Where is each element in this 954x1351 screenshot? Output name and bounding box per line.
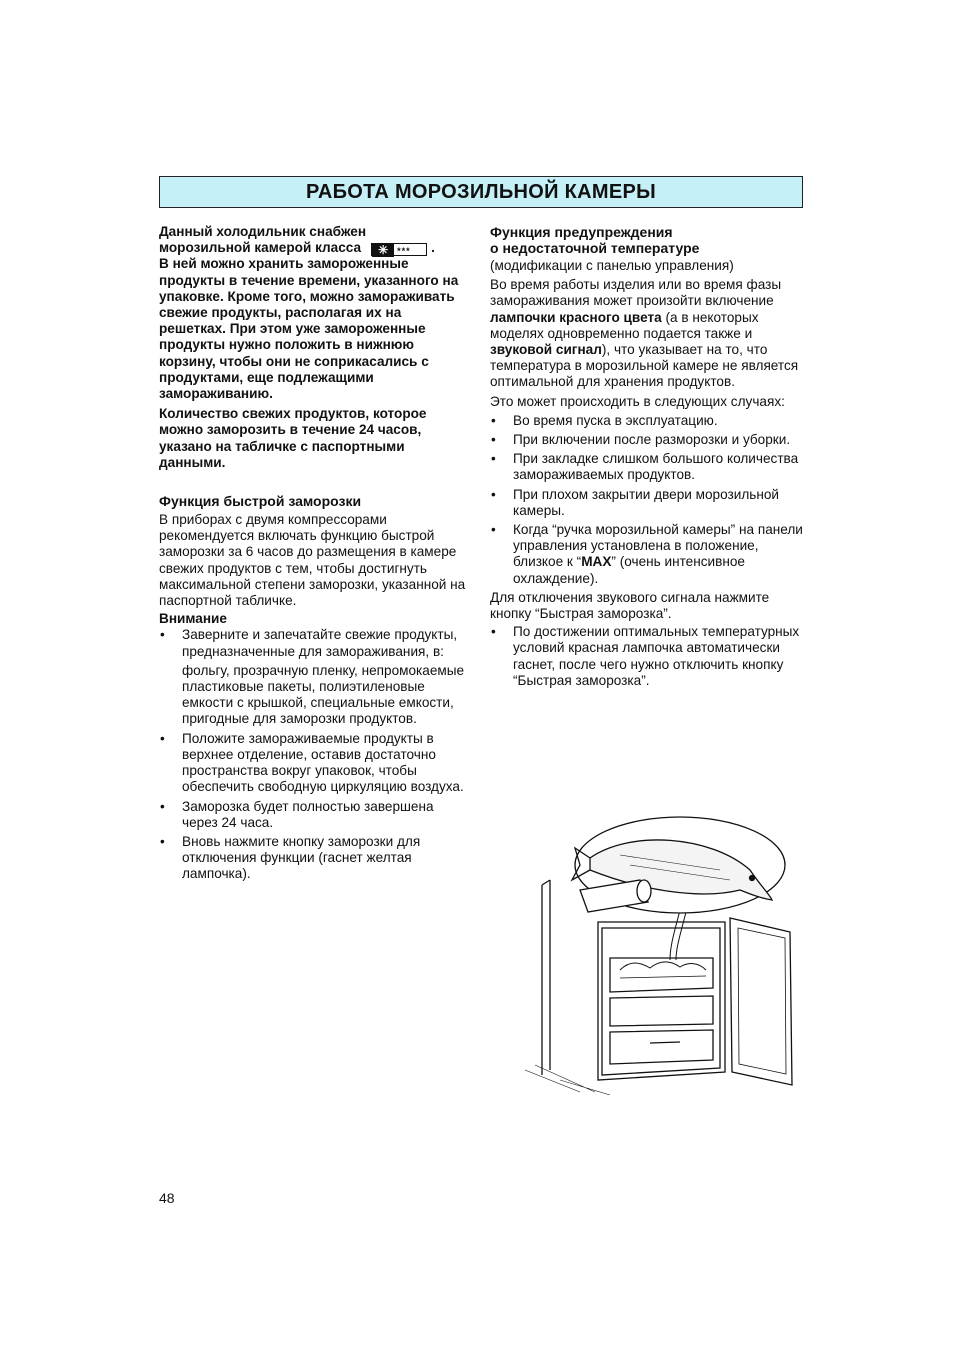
intro-paragraph-2: Количество свежих продуктов, которое можно заморозить в течение 24 часов, указано на табличке с паспортными данными. [159,406,427,470]
intro-line1: Данный холодильник снабжен [159,224,367,239]
attention-label: Внимание [159,611,227,627]
snowflake-icon: ✳ [372,244,394,257]
list-item: • По достижении оптимальных температурных условий красная лампочка автоматически гаснет, после чего нужно отключить кнопку “Быстрая заморозка”. [490,624,805,689]
list-item: • Вновь нажмите кнопку заморозки для отключения функции (гаснет желтая лампочка). [159,834,469,883]
right-column [490,224,805,692]
warning-paragraph: Во время работы изделия или во время фазы замораживания может произойти включение лампочки красного цвета (а в некоторых моделях одновременно подается также и звуковой сигнал), что указывает на то, что температура в морозильной камере не является оптимальной для хранения продуктов. [490,277,799,390]
warning-subtitle: (модификации с панелью управления) [490,258,734,273]
drawer-top [610,958,713,992]
page-number: 48 [159,1190,175,1206]
freezer-class-badge [371,243,427,256]
list-item: • При закладке слишком большого количества замораживаемых продуктов. [490,451,805,483]
intro-line2: морозильной камерой класса [159,240,362,256]
intro-block [159,224,469,471]
intro-rest: В ней можно хранить замороженные продукты в течение времени, указанного на упаковке. Кроме того, можно замораживать свежие продукты, располагая их на решетках. При этом уже замороженные продукты нужно положить в нижнюю корзину, чтобы они не соприкасались с продуктами, еще подлежащими замораживанию. [159,256,459,402]
final-list [490,624,805,689]
list-item: • При плохом закрытии двери морозильной камеры. [490,487,805,519]
freezer-illustration [520,810,805,1095]
page-title: РАБОТА МОРОЗИЛЬНОЙ КАМЕРЫ [305,180,657,203]
fast-freeze-heading: Функция быстрой заморозки [159,493,362,510]
drawer-middle [610,996,713,1026]
list-item: • При включении после разморозки и уборки. [490,432,805,448]
cases-list [490,413,805,587]
list-item: • Заморозка будет полностью завершена через 24 часа. [159,799,469,831]
list-item: • Заверните и запечатайте свежие продукты, предназначенные для замораживания, в: фольгу, прозрачную пленку, непромокаемые пластиковые пакеты, полиэтиленовые емкости с крышкой, специальные емкости, пригодные для заморозки продуктов. [159,627,469,727]
intro-paragraph: Данный холодильник снабжен морозильной камерой класса ✳ *** . В ней можно хранить замороженные продукты в течение времени, указанного на упаковке. Кроме того, можно замораживать свежие продукты, располагая их на решетках. При этом уже замороженные продукты нужно положить в нижнюю корзину, чтобы они не соприкасались с продуктами, еще подлежащими замораживанию. [159,224,459,402]
section-title-box [159,176,803,208]
list-item: • Положите замораживаемые продукты в верхнее отделение, оставив достаточно пространства вокруг упаковок, чтобы обеспечить свободную циркуляцию воздуха. [159,731,469,796]
attention-list [159,627,469,882]
list-item: • Во время пуска в эксплуатацию. [490,413,805,429]
left-column [159,224,469,886]
warning-heading: Функция предупреждения о недостаточной температуре [490,224,700,256]
cases-intro: Это может происходить в следующих случаях: [490,393,785,409]
drawer-bottom [610,1030,713,1064]
class-stars: *** [397,246,411,257]
list-item: • Когда “ручка морозильной камеры” на панели управления установлена в положение, близкое к “MAX” (очень интенсивное охлаждение). [490,522,805,587]
fast-freeze-text: В приборах с двумя компрессорами рекомендуется включать функцию быстрой заморозки за 6 часов до размещения в камере свежих продуктов с тем, чтобы достигнуть максимальной степени заморозки, указанной на паспортной табличке. [159,512,466,609]
sound-off-text: Для отключения звукового сигнала нажмите кнопку “Быстрая заморозка”. [490,589,770,622]
